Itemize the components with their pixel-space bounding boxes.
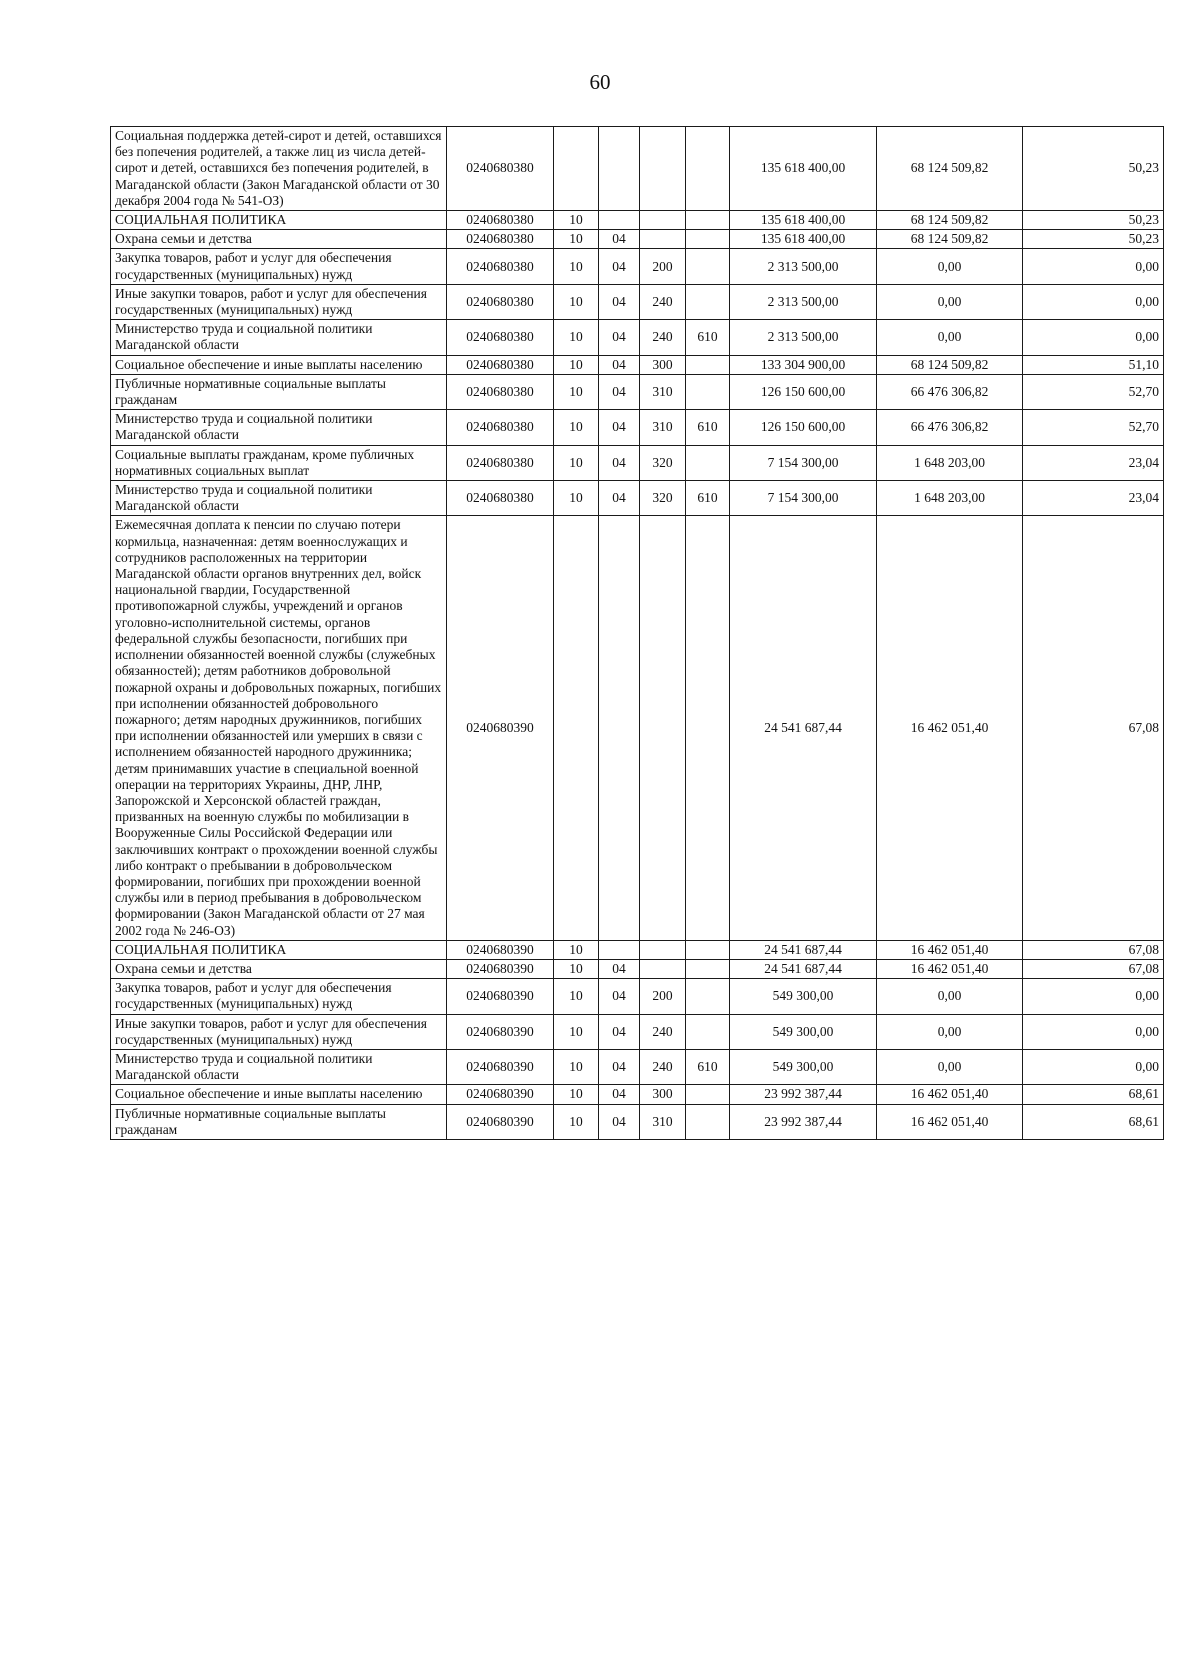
table-row (111, 320, 1164, 355)
execution-percent: 52,70 (1023, 410, 1164, 445)
row-name: Охрана семьи и детства (111, 959, 447, 978)
target-article-code: 0240680390 (447, 959, 554, 978)
approved-amount: 549 300,00 (730, 1014, 877, 1049)
row-name: Закупка товаров, работ и услуг для обеспечения государственных (муниципальных) нужд (111, 979, 447, 1014)
execution-percent: 67,08 (1023, 940, 1164, 959)
administrator-code (686, 940, 730, 959)
expense-type-code (640, 516, 686, 940)
administrator-code (686, 284, 730, 319)
target-article-code: 0240680390 (447, 516, 554, 940)
row-name: Иные закупки товаров, работ и услуг для обеспечения государственных (муниципальных) нужд (111, 284, 447, 319)
row-name: Ежемесячная доплата к пенсии по случаю потери кормильца, назначенная: детям военнослужащих и сотрудников расположенных на территории Магаданской области органов внутренних дел, войск национальной гвардии, Государственной противопожарной службы, учреждений и органов уголовно-исполнительной системы, органов федеральной службы безопасности, погибших при исполнении обязанностей военной службы (служебных обязанностей); детям работников добровольной пожарной охраны и добровольных пожарных, погибших при исполнении обязанностей добровольного пожарного; детям народных дружинников, погибших при исполнении обязанностей или умерших в связи с исполнением обязанностей народного дружинника; детям принимавших участие в специальной военной операции на территориях Украины, ДНР, ЛНР, Запорожской и Херсонской областей граждан, призванных на военную службы по мобилизации в Вооруженные Силы Российской Федерации или заключивших контракт о прохождении военной службы либо контракт о пребывании в добровольческом формировании, погибших при прохождении военной службы или в период пребывания в добровольческом формировании (Закон Магаданской области от 27 мая 2002 года № 246-ОЗ) (111, 516, 447, 940)
approved-amount: 549 300,00 (730, 1049, 877, 1084)
budget-table-body (111, 127, 1164, 1140)
row-name: Иные закупки товаров, работ и услуг для обеспечения государственных (муниципальных) нужд (111, 1014, 447, 1049)
row-name: Социальное обеспечение и иные выплаты населению (111, 355, 447, 374)
table-row (111, 211, 1164, 230)
approved-amount: 549 300,00 (730, 979, 877, 1014)
section-code: 10 (554, 320, 599, 355)
approved-amount: 24 541 687,44 (730, 516, 877, 940)
section-code: 10 (554, 284, 599, 319)
executed-amount: 0,00 (877, 249, 1023, 284)
execution-percent: 68,61 (1023, 1085, 1164, 1104)
subsection-code (599, 127, 640, 211)
table-row (111, 355, 1164, 374)
table-row (111, 1014, 1164, 1049)
section-code: 10 (554, 355, 599, 374)
expense-type-code: 200 (640, 979, 686, 1014)
target-article-code: 0240680380 (447, 481, 554, 516)
subsection-code: 04 (599, 410, 640, 445)
subsection-code: 04 (599, 1104, 640, 1139)
approved-amount: 133 304 900,00 (730, 355, 877, 374)
executed-amount: 0,00 (877, 979, 1023, 1014)
table-row (111, 249, 1164, 284)
section-code: 10 (554, 410, 599, 445)
subsection-code: 04 (599, 230, 640, 249)
target-article-code: 0240680380 (447, 127, 554, 211)
section-code: 10 (554, 959, 599, 978)
expense-type-code: 240 (640, 284, 686, 319)
approved-amount: 24 541 687,44 (730, 940, 877, 959)
row-name: Министерство труда и социальной политики Магаданской области (111, 1049, 447, 1084)
subsection-code: 04 (599, 1085, 640, 1104)
row-name: Социальное обеспечение и иные выплаты населению (111, 1085, 447, 1104)
execution-percent: 67,08 (1023, 516, 1164, 940)
subsection-code: 04 (599, 1014, 640, 1049)
executed-amount: 16 462 051,40 (877, 959, 1023, 978)
executed-amount: 68 124 509,82 (877, 127, 1023, 211)
execution-percent: 50,23 (1023, 230, 1164, 249)
table-row (111, 127, 1164, 211)
row-name: Публичные нормативные социальные выплаты гражданам (111, 1104, 447, 1139)
executed-amount: 68 124 509,82 (877, 355, 1023, 374)
section-code: 10 (554, 1014, 599, 1049)
subsection-code: 04 (599, 979, 640, 1014)
table-row (111, 1104, 1164, 1139)
table-row (111, 481, 1164, 516)
target-article-code: 0240680380 (447, 355, 554, 374)
target-article-code: 0240680390 (447, 979, 554, 1014)
table-row (111, 284, 1164, 319)
approved-amount: 24 541 687,44 (730, 959, 877, 978)
table-row (111, 959, 1164, 978)
administrator-code (686, 355, 730, 374)
approved-amount: 7 154 300,00 (730, 481, 877, 516)
approved-amount: 135 618 400,00 (730, 211, 877, 230)
subsection-code: 04 (599, 249, 640, 284)
subsection-code: 04 (599, 374, 640, 409)
expense-type-code: 300 (640, 355, 686, 374)
executed-amount: 16 462 051,40 (877, 940, 1023, 959)
section-code: 10 (554, 1104, 599, 1139)
expense-type-code (640, 940, 686, 959)
subsection-code: 04 (599, 1049, 640, 1084)
row-name: СОЦИАЛЬНАЯ ПОЛИТИКА (111, 211, 447, 230)
administrator-code (686, 1014, 730, 1049)
row-name: Министерство труда и социальной политики Магаданской области (111, 410, 447, 445)
expense-type-code (640, 211, 686, 230)
approved-amount: 126 150 600,00 (730, 374, 877, 409)
row-name: СОЦИАЛЬНАЯ ПОЛИТИКА (111, 940, 447, 959)
expense-type-code: 310 (640, 374, 686, 409)
administrator-code (686, 1085, 730, 1104)
table-row (111, 230, 1164, 249)
subsection-code: 04 (599, 481, 640, 516)
execution-percent: 0,00 (1023, 284, 1164, 319)
execution-percent: 52,70 (1023, 374, 1164, 409)
administrator-code (686, 127, 730, 211)
execution-percent: 0,00 (1023, 1049, 1164, 1084)
executed-amount: 0,00 (877, 1014, 1023, 1049)
target-article-code: 0240680380 (447, 249, 554, 284)
execution-percent: 23,04 (1023, 481, 1164, 516)
administrator-code: 610 (686, 481, 730, 516)
execution-percent: 0,00 (1023, 320, 1164, 355)
administrator-code: 610 (686, 320, 730, 355)
execution-percent: 50,23 (1023, 211, 1164, 230)
administrator-code (686, 249, 730, 284)
target-article-code: 0240680380 (447, 230, 554, 249)
executed-amount: 16 462 051,40 (877, 1104, 1023, 1139)
subsection-code (599, 940, 640, 959)
administrator-code (686, 374, 730, 409)
section-code: 10 (554, 211, 599, 230)
table-row (111, 1049, 1164, 1084)
subsection-code: 04 (599, 445, 640, 480)
subsection-code (599, 516, 640, 940)
subsection-code: 04 (599, 355, 640, 374)
row-name: Социальные выплаты гражданам, кроме публичных нормативных социальных выплат (111, 445, 447, 480)
approved-amount: 23 992 387,44 (730, 1104, 877, 1139)
administrator-code (686, 445, 730, 480)
approved-amount: 2 313 500,00 (730, 284, 877, 319)
table-row (111, 374, 1164, 409)
executed-amount: 66 476 306,82 (877, 374, 1023, 409)
approved-amount: 126 150 600,00 (730, 410, 877, 445)
executed-amount: 0,00 (877, 320, 1023, 355)
approved-amount: 2 313 500,00 (730, 249, 877, 284)
target-article-code: 0240680380 (447, 445, 554, 480)
target-article-code: 0240680390 (447, 1104, 554, 1139)
section-code: 10 (554, 979, 599, 1014)
target-article-code: 0240680390 (447, 1014, 554, 1049)
row-name: Социальная поддержка детей-сирот и детей, оставшихся без попечения родителей, а также лиц из числа детей-сирот и детей, оставшихся без попечения родителей, в Магаданской области (Закон Магаданской области от 30 декабря 2004 года № 541-ОЗ) (111, 127, 447, 211)
subsection-code: 04 (599, 320, 640, 355)
section-code (554, 127, 599, 211)
section-code: 10 (554, 1085, 599, 1104)
subsection-code: 04 (599, 284, 640, 319)
expense-type-code (640, 959, 686, 978)
administrator-code: 610 (686, 410, 730, 445)
section-code: 10 (554, 940, 599, 959)
approved-amount: 23 992 387,44 (730, 1085, 877, 1104)
section-code: 10 (554, 230, 599, 249)
administrator-code (686, 959, 730, 978)
executed-amount: 68 124 509,82 (877, 230, 1023, 249)
administrator-code (686, 211, 730, 230)
target-article-code: 0240680380 (447, 374, 554, 409)
administrator-code: 610 (686, 1049, 730, 1084)
subsection-code: 04 (599, 959, 640, 978)
administrator-code (686, 516, 730, 940)
section-code: 10 (554, 481, 599, 516)
executed-amount: 66 476 306,82 (877, 410, 1023, 445)
execution-percent: 0,00 (1023, 1014, 1164, 1049)
execution-percent: 50,23 (1023, 127, 1164, 211)
expense-type-code (640, 127, 686, 211)
approved-amount: 135 618 400,00 (730, 230, 877, 249)
executed-amount: 0,00 (877, 284, 1023, 319)
approved-amount: 2 313 500,00 (730, 320, 877, 355)
execution-percent: 23,04 (1023, 445, 1164, 480)
subsection-code (599, 211, 640, 230)
expense-type-code: 240 (640, 1049, 686, 1084)
expense-type-code (640, 230, 686, 249)
approved-amount: 135 618 400,00 (730, 127, 877, 211)
executed-amount: 16 462 051,40 (877, 1085, 1023, 1104)
table-row (111, 979, 1164, 1014)
target-article-code: 0240680390 (447, 1085, 554, 1104)
target-article-code: 0240680380 (447, 320, 554, 355)
target-article-code: 0240680380 (447, 284, 554, 319)
target-article-code: 0240680390 (447, 1049, 554, 1084)
target-article-code: 0240680390 (447, 940, 554, 959)
table-row (111, 410, 1164, 445)
table-row (111, 1085, 1164, 1104)
expense-type-code: 310 (640, 410, 686, 445)
administrator-code (686, 230, 730, 249)
target-article-code: 0240680380 (447, 211, 554, 230)
table-row (111, 516, 1164, 940)
row-name: Министерство труда и социальной политики Магаданской области (111, 481, 447, 516)
administrator-code (686, 979, 730, 1014)
execution-percent: 0,00 (1023, 979, 1164, 1014)
executed-amount: 16 462 051,40 (877, 516, 1023, 940)
table-row (111, 445, 1164, 480)
executed-amount: 0,00 (877, 1049, 1023, 1084)
approved-amount: 7 154 300,00 (730, 445, 877, 480)
expense-type-code: 320 (640, 481, 686, 516)
executed-amount: 1 648 203,00 (877, 481, 1023, 516)
executed-amount: 68 124 509,82 (877, 211, 1023, 230)
execution-percent: 0,00 (1023, 249, 1164, 284)
row-name: Министерство труда и социальной политики Магаданской области (111, 320, 447, 355)
execution-percent: 67,08 (1023, 959, 1164, 978)
section-code: 10 (554, 1049, 599, 1084)
expense-type-code: 200 (640, 249, 686, 284)
execution-percent: 51,10 (1023, 355, 1164, 374)
administrator-code (686, 1104, 730, 1139)
row-name: Закупка товаров, работ и услуг для обеспечения государственных (муниципальных) нужд (111, 249, 447, 284)
expense-type-code: 240 (640, 1014, 686, 1049)
execution-percent: 68,61 (1023, 1104, 1164, 1139)
table-row (111, 940, 1164, 959)
row-name: Публичные нормативные социальные выплаты гражданам (111, 374, 447, 409)
expense-type-code: 310 (640, 1104, 686, 1139)
row-name: Охрана семьи и детства (111, 230, 447, 249)
target-article-code: 0240680380 (447, 410, 554, 445)
section-code (554, 516, 599, 940)
page-number: 60 (589, 70, 611, 94)
section-code: 10 (554, 249, 599, 284)
section-code: 10 (554, 445, 599, 480)
section-code: 10 (554, 374, 599, 409)
executed-amount: 1 648 203,00 (877, 445, 1023, 480)
expense-type-code: 240 (640, 320, 686, 355)
budget-table (110, 126, 1164, 1140)
expense-type-code: 320 (640, 445, 686, 480)
expense-type-code: 300 (640, 1085, 686, 1104)
